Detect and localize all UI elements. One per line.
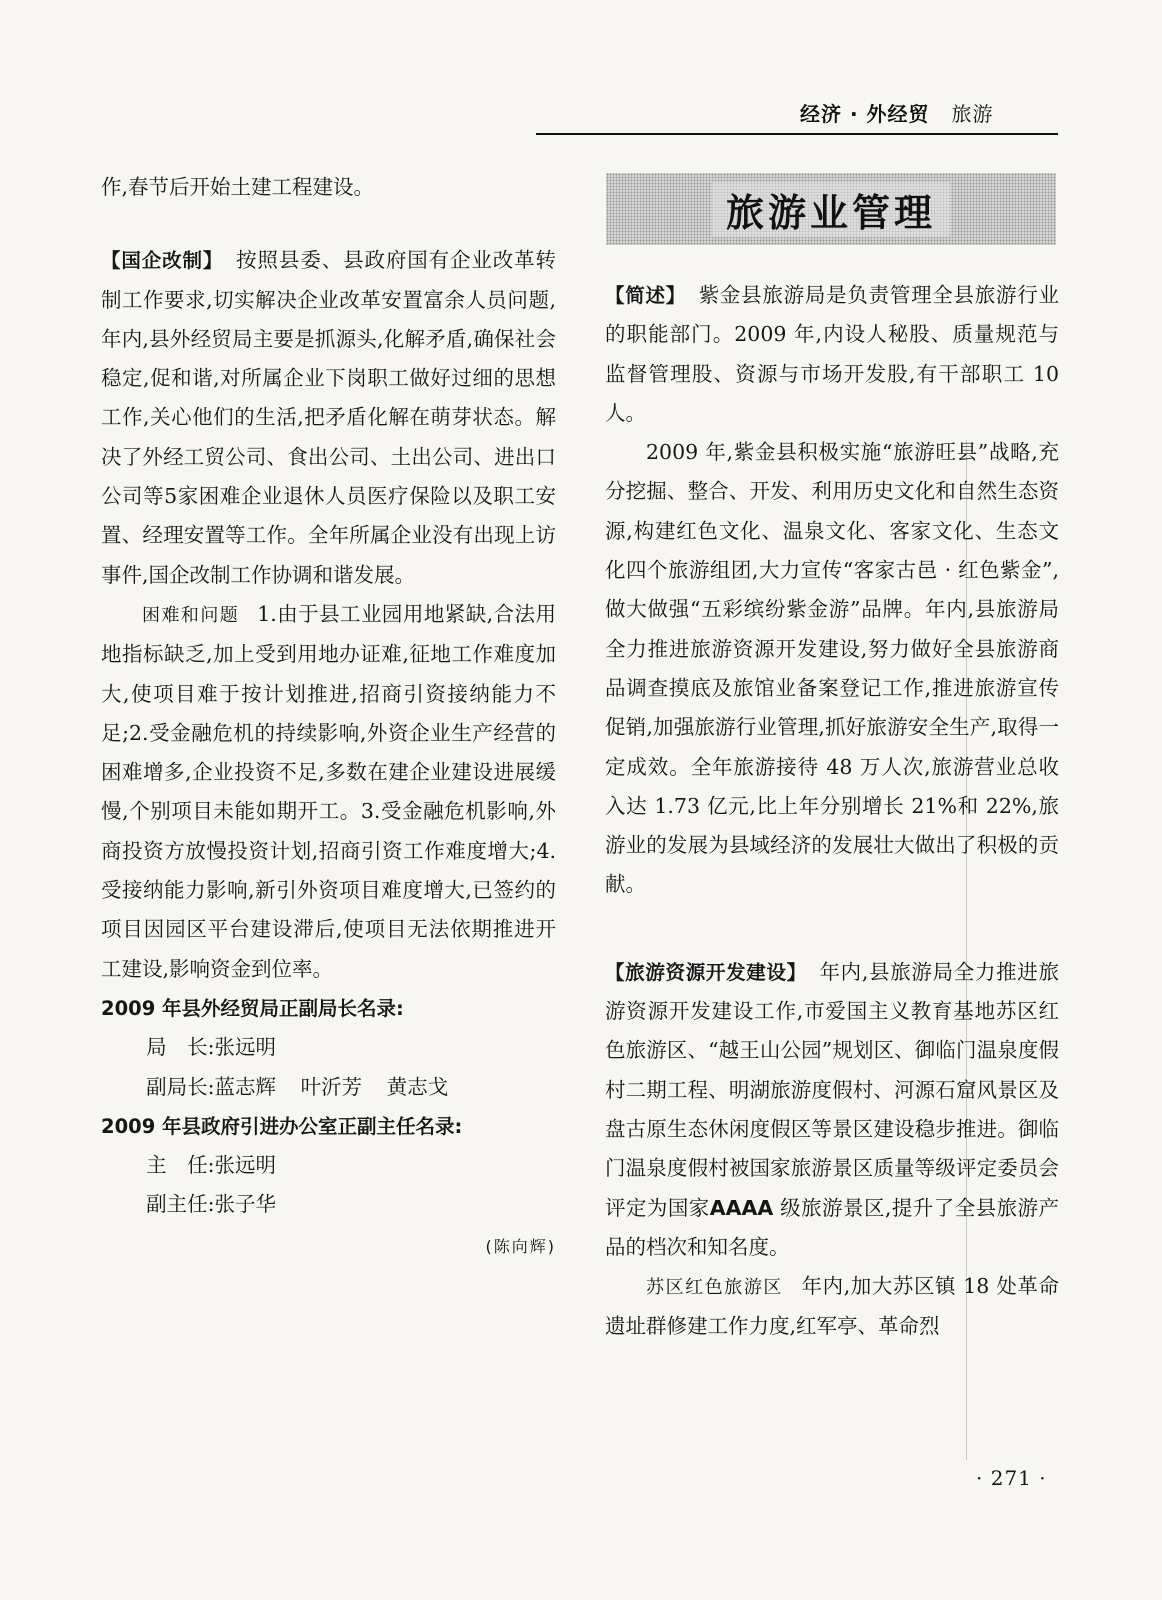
paragraph-text: 紫金县旅游局是负责管理全县旅游行业的职能部门。2009 年,内设人秘股、质量规范与监督管理股、资源与市场开发股,有干部职工 10 人。 <box>605 283 1059 425</box>
roster-row: 副主任:张子华 <box>146 1192 277 1217</box>
roster-name: 黄志戈 <box>386 1074 449 1099</box>
section-term: 【简述】 <box>605 284 686 307</box>
paragraph-overview <box>605 276 1059 433</box>
right-column <box>605 276 1059 1347</box>
paragraph-continuation: 作,春节后开始土建工程建设。 <box>101 175 375 199</box>
paragraph-problems <box>101 595 556 989</box>
roster-title: 2009 年县政府引进办公室正副主任名录: <box>101 1114 463 1138</box>
sub-term: 困难和问题 <box>142 604 240 626</box>
roster-row <box>101 1068 556 1107</box>
page-number: · 271 · <box>976 1466 1047 1490</box>
roster-row: 主 任:张远明 <box>146 1153 277 1178</box>
paragraph-text: 1.由于县工业园用地紧缺,合法用地指标缺乏,加上受到用地办证难,征地工作难度加大,使项目难于按计划推进,招商引资接纳能力不足;2.受金融危机的持续影响,外资企业生产经营的困难增多,企业投资不足,多数在建企业建设进展缓慢,个别项目未能如期开工。3.受金融危机影响,外商投资方放慢投资计划,招商引资工作难度增大;4.受接纳能力影响,新引外资项目难度增大,已签约的项目因园区平台建设滞后,使项目无法依期推进开工建设,影响资金到位率。 <box>101 601 556 981</box>
left-column <box>101 168 556 1266</box>
section-term: 【旅游资源开发建设】 <box>605 960 807 984</box>
header-rule <box>536 133 1058 135</box>
header-subsection: 旅游 <box>951 102 994 126</box>
paragraph-text: 按照县委、县政府国有企业改革转制工作要求,切实解决企业改革安置富余人员问题,年内,县外经贸局主要是抓源头,化解矛盾,确保社会稳定,促和谐,对所属企业下岗职工做好过细的思想工作,关心他们的生活,把矛盾化解在萌芽状态。解决了外经工贸公司、食出公司、土出公司、进出口公司等5家困难企业退休人员医疗保险以及职工安置、经理安置等工作。全年所属企业没有出现上访事件,国企改制工作协调和谐发展。 <box>101 248 556 587</box>
paragraph-resource-dev <box>605 953 1059 1267</box>
paragraph-text: 年内,加大苏区镇 18 处革命遗址群修建工作力度,红军亭、革命烈 <box>605 1274 1060 1339</box>
banner-title: 旅游业管理 <box>712 182 950 237</box>
roster-row: 局 长:张远明 <box>146 1035 277 1060</box>
sub-term: 苏区红色旅游区 <box>646 1277 783 1299</box>
running-header <box>800 98 1060 127</box>
scan-artifact-line <box>966 440 967 1460</box>
roster-name: 叶沂芳 <box>300 1074 363 1099</box>
paragraph-text: 级旅游景区,提升了全县旅游产品的档次和知名度。 <box>605 1195 1059 1259</box>
section-term: 【国企改制】 <box>101 249 224 273</box>
paragraph-text: 年内,县旅游局全力推进旅游资源开发建设工作,市爱国主义教育基地苏区红色旅游区、“越王山公园”规划区、御临门温泉度假村二期工程、明湖旅游度假村、河源石窟风景区及盘古原生态休闲度假区等景区建设稳步推进。御临门温泉度假村被国家旅游景区质量等级评定委员会评定为国家 <box>605 959 1059 1220</box>
paragraph-strategy: 2009 年,紫金县积极实施“旅游旺县”战略,充分挖掘、整合、开发、利用历史文化和自然生态资源,构建红色文化、温泉文化、客家文化、生态文化四个旅游组团,大力宣传“客家古邑 · 红色紫金”,做大做强“五彩缤纷紫金游”品牌。年内,县旅游局全力推进旅游资源开发建设,努力做好全县旅游商品调查摸底及旅馆业备案登记工作,推进旅游宣传促销,加强旅游行业管理,抓好旅游安全生产,取得一定成效。全年旅游接待 48 万人次,旅游营业总收入达 1.73 亿元,比上年分别增长 21%和 22%,旅游业的发展为县域经济的发展壮大做出了积极的贡献。 <box>605 440 1059 897</box>
header-section: 经济 · 外经贸 <box>800 102 930 126</box>
paragraph-red-tourism <box>605 1267 1059 1347</box>
roster-title: 2009 年县外经贸局正副局长名录: <box>101 996 404 1020</box>
rating-grade: AAAA <box>709 1195 774 1220</box>
paragraph-soe-reform <box>101 241 556 595</box>
section-banner <box>606 173 1056 245</box>
author-credit: (陈向辉) <box>485 1236 556 1256</box>
roster-role: 副局长:蓝志辉 <box>146 1074 277 1099</box>
